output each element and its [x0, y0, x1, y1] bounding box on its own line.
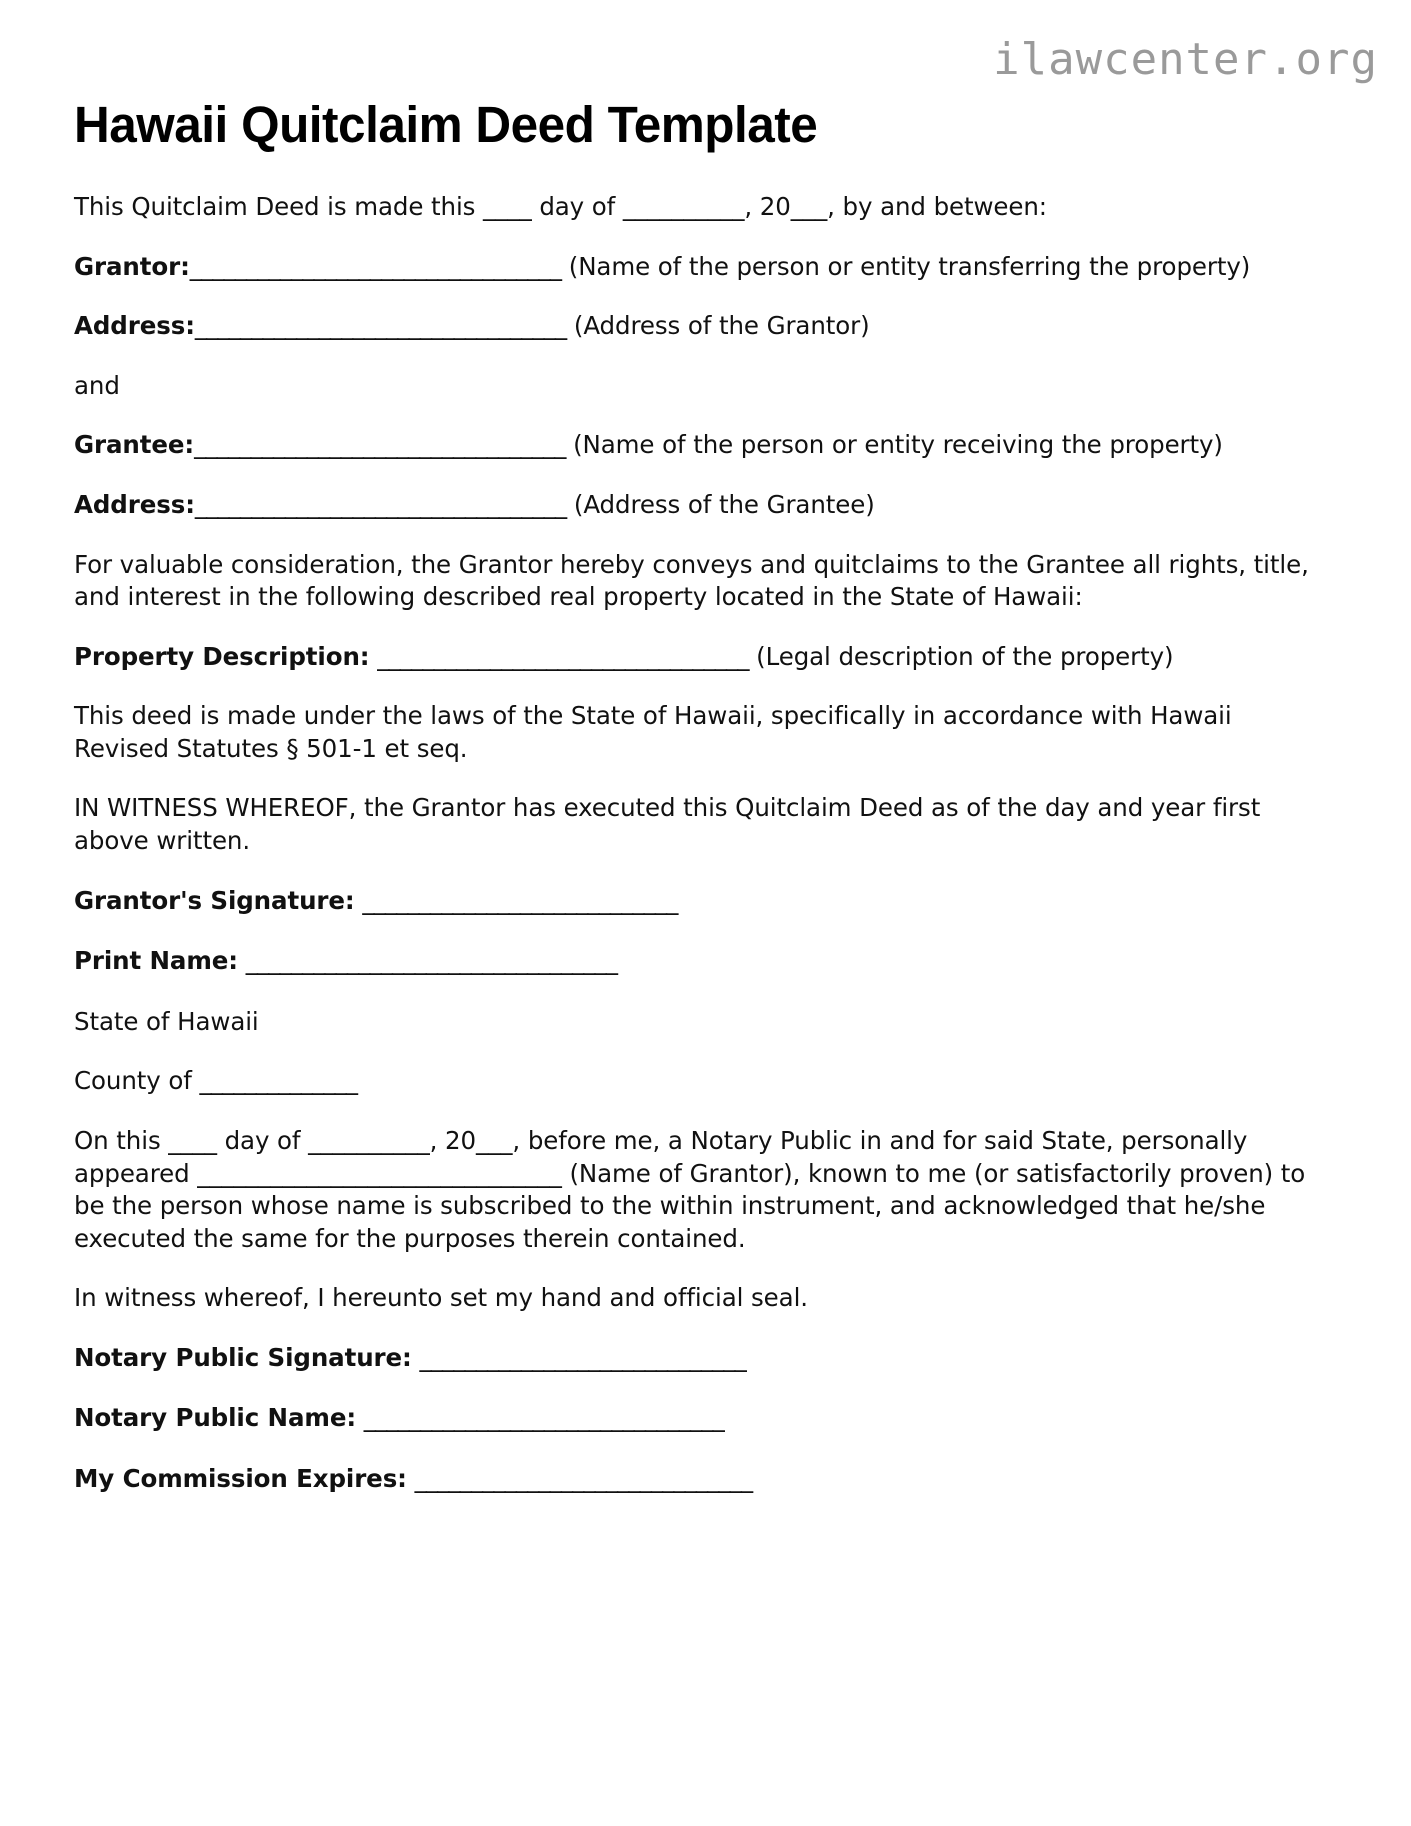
commission-expires-fill-rule[interactable]: ______________________________ [414, 1463, 753, 1493]
governing-law-text: This deed is made under the laws of the State of Hawaii, specifically in accordance with Hawaii Revised Statutes § 501-1 et seq. [74, 701, 1232, 763]
county-row [74, 1065, 1319, 1098]
grantor-signature-label: Grantor's Signature: [74, 885, 355, 915]
grantor-row [74, 251, 1319, 284]
intro-paragraph [74, 191, 1319, 224]
commission-expires-label: My Commission Expires: [74, 1463, 407, 1493]
notary-signature-fill-rule[interactable]: _____________________________ [419, 1342, 746, 1372]
grantee-row [74, 429, 1319, 462]
witness-clause-paragraph [74, 792, 1319, 857]
acknowledgment-paragraph [74, 1125, 1319, 1255]
grantor-note: (Name of the person or entity transferring the property) [568, 251, 1251, 281]
notary-signature-row [74, 1342, 1319, 1375]
print-name-row [74, 945, 1319, 978]
grantor-label: Grantor: [74, 251, 190, 281]
grantor-address-label: Address: [74, 311, 195, 341]
grantee-label: Grantee: [74, 430, 195, 460]
grantor-address-note: (Address of the Grantor) [573, 311, 870, 341]
conveyance-paragraph [74, 549, 1319, 614]
county-fill-rule[interactable]: ______________ [199, 1066, 357, 1096]
grantee-address-note: (Address of the Grantee) [573, 490, 875, 519]
county-label: County of [74, 1066, 192, 1096]
witness-clause-text: IN WITNESS WHEREOF, the Grantor has executed this Quitclaim Deed as of the day and year first above written. [74, 793, 1261, 856]
intro-text: This Quitclaim Deed is made this ____ day of __________, 20___, by and between: [74, 192, 1047, 222]
grantee-address-fill-rule[interactable]: _________________________________ [194, 490, 567, 519]
property-description-fill-rule[interactable]: _________________________________ [377, 641, 749, 671]
grantee-address-row [74, 489, 1319, 522]
seal-clause-paragraph [74, 1282, 1319, 1315]
grantee-fill-rule[interactable]: _________________________________ [194, 430, 566, 460]
notary-signature-label: Notary Public Signature: [74, 1342, 412, 1372]
property-description-row [74, 641, 1319, 674]
grantor-fill-rule[interactable]: _________________________________ [189, 251, 562, 281]
seal-clause-text: In witness whereof, I hereunto set my hand and official seal. [74, 1283, 808, 1313]
notary-name-fill-rule[interactable]: ________________________________ [363, 1403, 724, 1433]
grantee-note: (Name of the person or entity receiving the property) [573, 430, 1223, 460]
page-title: Hawaii Quitclaim Deed Template [74, 96, 818, 153]
site-watermark: ilawcenter.org [993, 34, 1378, 85]
commission-expires-row [74, 1463, 1319, 1496]
grantor-signature-row [74, 885, 1319, 918]
conjunction-row [74, 370, 1319, 403]
property-description-label: Property Description: [74, 641, 370, 671]
property-description-note: (Legal description of the property) [756, 641, 1174, 671]
print-name-label: Print Name: [74, 946, 238, 976]
document-content [74, 96, 1319, 1524]
notary-name-row [74, 1402, 1319, 1435]
grantor-address-fill-rule[interactable]: _________________________________ [194, 311, 567, 341]
state-text: State of Hawaii [74, 1006, 259, 1036]
grantee-address-label: Address: [74, 490, 195, 519]
notary-name-label: Notary Public Name: [74, 1403, 357, 1433]
conjunction-text: and [74, 370, 120, 400]
print-name-fill-rule[interactable]: _________________________________ [245, 946, 617, 976]
grantor-address-row [74, 310, 1319, 343]
grantor-signature-fill-rule[interactable]: ____________________________ [362, 885, 678, 915]
conveyance-text: For valuable consideration, the Grantor hereby conveys and quitclaims to the Grantee all rights, title, and interest in the following described real property located in the State of Hawaii: [74, 549, 1309, 612]
governing-law-paragraph [74, 700, 1319, 765]
acknowledgment-text: On this ____ day of __________, 20___, before me, a Notary Public in and for said State, personally appeared ______________________________ (Name of Grantor), known to me (or satisfactorily proven) to be the person whose name is subscribed to the within instrument, and acknowledged that he/she executed the same for the purposes therein contained. [74, 1125, 1306, 1253]
state-row [74, 1006, 1319, 1039]
